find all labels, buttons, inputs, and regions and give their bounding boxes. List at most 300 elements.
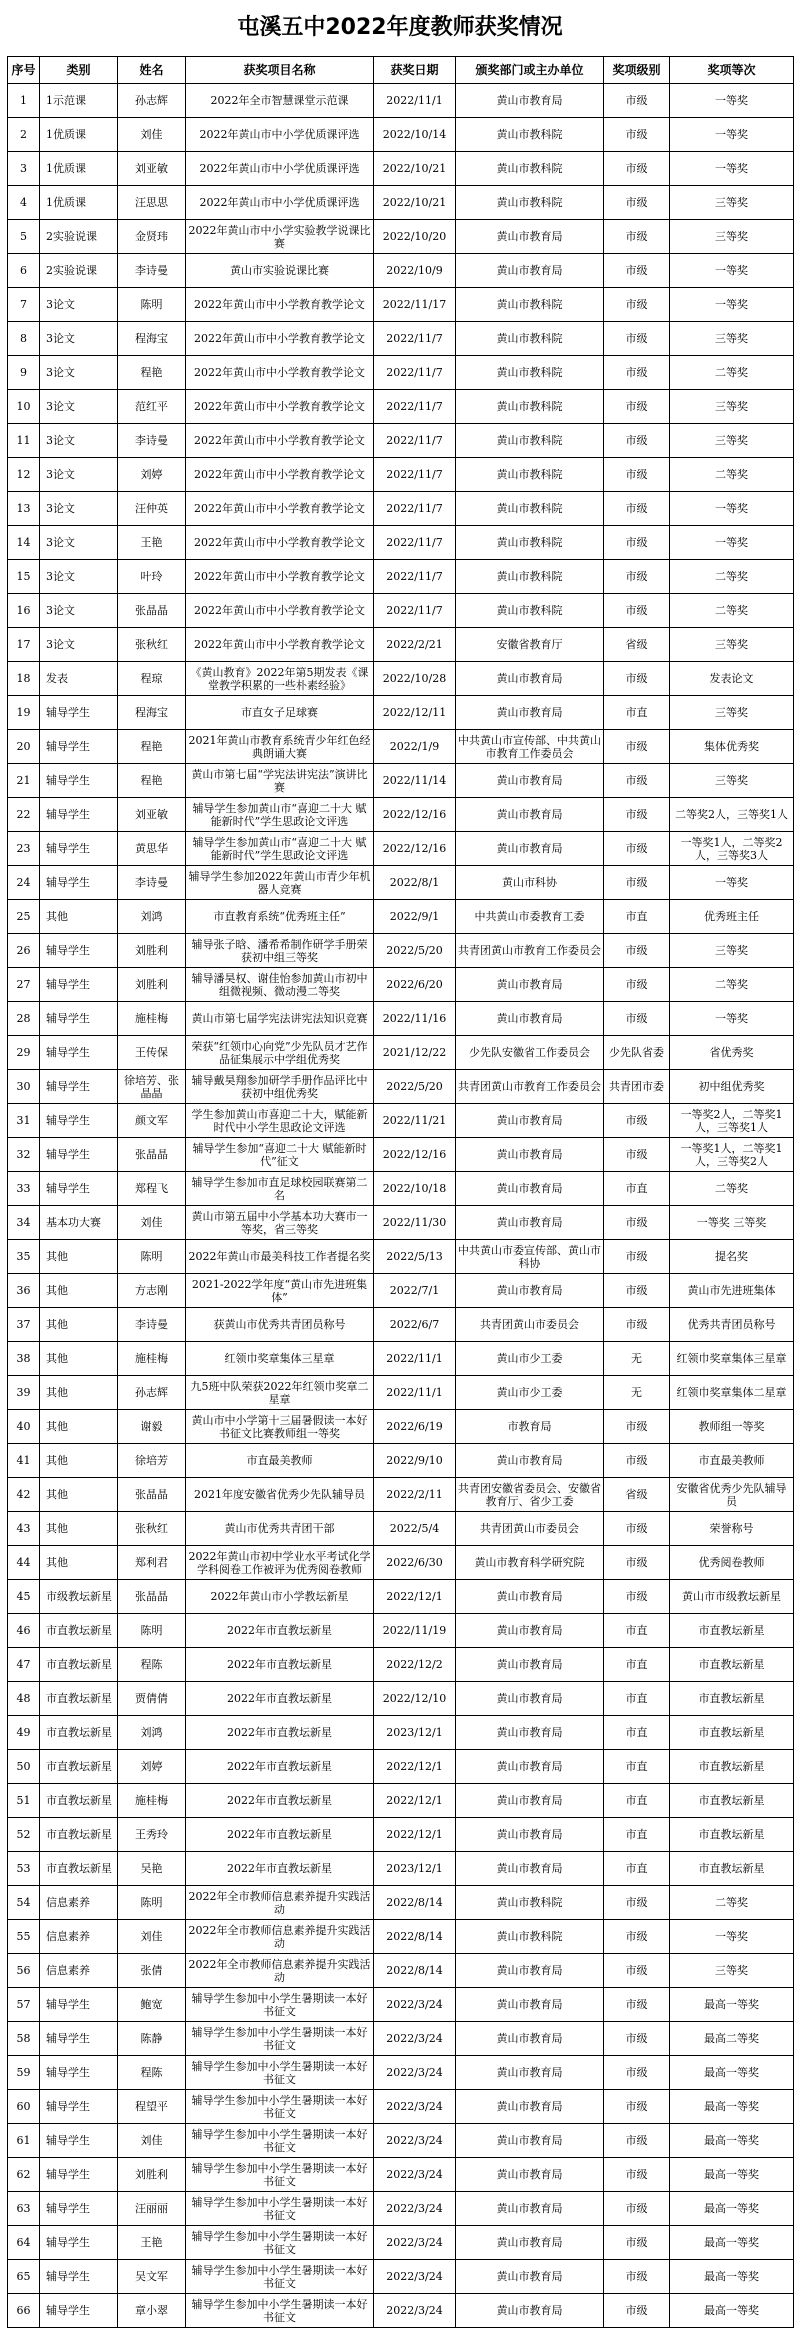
cell-name: 程艳 xyxy=(118,356,186,390)
cell-grade: 三等奖 xyxy=(670,322,794,356)
header-category: 类别 xyxy=(40,57,118,84)
cell-name: 郑利君 xyxy=(118,1546,186,1580)
cell-grade: 二等奖 xyxy=(670,458,794,492)
cell-level: 市级 xyxy=(604,2192,670,2226)
cell-grade: 省优秀奖 xyxy=(670,1036,794,1070)
table-row xyxy=(8,1002,794,1036)
cell-organizer: 黄山市教育局 xyxy=(456,832,604,866)
cell-index: 37 xyxy=(8,1308,40,1342)
cell-date: 2022/10/21 xyxy=(374,186,456,220)
cell-level: 市级 xyxy=(604,662,670,696)
cell-grade: 发表论文 xyxy=(670,662,794,696)
table-row xyxy=(8,2192,794,2226)
cell-organizer: 黄山市教育局 xyxy=(456,2192,604,2226)
cell-organizer: 黄山市教育局 xyxy=(456,764,604,798)
cell-organizer: 黄山市教科院 xyxy=(456,1886,604,1920)
cell-organizer: 黄山市教育局 xyxy=(456,1784,604,1818)
cell-level: 市级 xyxy=(604,2090,670,2124)
cell-organizer: 黄山市教育局 xyxy=(456,1716,604,1750)
table-row xyxy=(8,1988,794,2022)
cell-award-title: 2022年黄山市中小学教育教学论文 xyxy=(186,594,374,628)
cell-category: 辅导学生 xyxy=(40,730,118,764)
cell-name: 张晶晶 xyxy=(118,1138,186,1172)
cell-grade: 二等奖 xyxy=(670,594,794,628)
cell-level: 市级 xyxy=(604,764,670,798)
table-row xyxy=(8,526,794,560)
cell-name: 贾倩倩 xyxy=(118,1682,186,1716)
cell-level: 省级 xyxy=(604,1478,670,1512)
cell-date: 2022/2/21 xyxy=(374,628,456,662)
cell-name: 张秋红 xyxy=(118,628,186,662)
cell-level: 市级 xyxy=(604,1138,670,1172)
cell-name: 汪思思 xyxy=(118,186,186,220)
cell-name: 王艳 xyxy=(118,526,186,560)
cell-level: 市级 xyxy=(604,1988,670,2022)
cell-grade: 三等奖 xyxy=(670,1954,794,1988)
cell-award-title: 辅导学生参加中小学生暑期读一本好书征文 xyxy=(186,2090,374,2124)
table-row xyxy=(8,662,794,696)
cell-award-title: 辅导学生参加中小学生暑期读一本好书征文 xyxy=(186,1988,374,2022)
cell-date: 2022/11/7 xyxy=(374,458,456,492)
header-index: 序号 xyxy=(8,57,40,84)
cell-organizer: 中共黄山市委教育工委 xyxy=(456,900,604,934)
table-row xyxy=(8,1580,794,1614)
table-row xyxy=(8,594,794,628)
cell-name: 张倩 xyxy=(118,1954,186,1988)
cell-date: 2022/11/7 xyxy=(374,390,456,424)
cell-grade: 一等奖 xyxy=(670,1002,794,1036)
cell-index: 30 xyxy=(8,1070,40,1104)
cell-name: 刘亚敏 xyxy=(118,798,186,832)
cell-level: 市直 xyxy=(604,1648,670,1682)
cell-level: 市级 xyxy=(604,2260,670,2294)
cell-date: 2022/3/24 xyxy=(374,2260,456,2294)
cell-award-title: 2022年黄山市中小学优质课评选 xyxy=(186,152,374,186)
cell-index: 10 xyxy=(8,390,40,424)
cell-date: 2022/11/1 xyxy=(374,84,456,118)
cell-date: 2022/2/11 xyxy=(374,1478,456,1512)
cell-organizer: 黄山市教育科学研究院 xyxy=(456,1546,604,1580)
cell-award-title: 2022年黄山市最美科技工作者提名奖 xyxy=(186,1240,374,1274)
cell-grade: 一等奖 xyxy=(670,1920,794,1954)
cell-level: 市直 xyxy=(604,900,670,934)
cell-award-title: 荣获“红领巾心向党”少先队员才艺作品征集展示中学组优秀奖 xyxy=(186,1036,374,1070)
cell-level: 市直 xyxy=(604,696,670,730)
table-row xyxy=(8,1682,794,1716)
cell-grade: 优秀阅卷教师 xyxy=(670,1546,794,1580)
cell-name: 刘佳 xyxy=(118,118,186,152)
cell-name: 刘胜利 xyxy=(118,934,186,968)
cell-index: 46 xyxy=(8,1614,40,1648)
cell-category: 其他 xyxy=(40,1410,118,1444)
cell-category: 3论文 xyxy=(40,628,118,662)
cell-name: 陈明 xyxy=(118,288,186,322)
cell-category: 3论文 xyxy=(40,526,118,560)
cell-name: 孙志辉 xyxy=(118,1376,186,1410)
cell-level: 市级 xyxy=(604,288,670,322)
cell-index: 8 xyxy=(8,322,40,356)
cell-organizer: 共青团黄山市委员会 xyxy=(456,1308,604,1342)
cell-category: 辅导学生 xyxy=(40,696,118,730)
cell-level: 市级 xyxy=(604,968,670,1002)
cell-award-title: 2022年市直教坛新星 xyxy=(186,1818,374,1852)
cell-date: 2022/10/20 xyxy=(374,220,456,254)
cell-level: 市级 xyxy=(604,1308,670,1342)
cell-name: 李诗曼 xyxy=(118,1308,186,1342)
table-row xyxy=(8,1818,794,1852)
cell-level: 市级 xyxy=(604,254,670,288)
cell-index: 39 xyxy=(8,1376,40,1410)
cell-award-title: 2022年市直教坛新星 xyxy=(186,1784,374,1818)
table-row xyxy=(8,1920,794,1954)
cell-category: 市直教坛新星 xyxy=(40,1648,118,1682)
cell-grade: 一等奖 xyxy=(670,492,794,526)
cell-award-title: 辅导学生参加“喜迎二十大 赋能新时代”征文 xyxy=(186,1138,374,1172)
table-row xyxy=(8,2124,794,2158)
cell-index: 7 xyxy=(8,288,40,322)
cell-award-title: 黄山市第七届“学宪法讲宪法”演讲比赛 xyxy=(186,764,374,798)
cell-level: 市级 xyxy=(604,1002,670,1036)
cell-grade: 三等奖 xyxy=(670,934,794,968)
cell-name: 王秀玲 xyxy=(118,1818,186,1852)
cell-name: 施桂梅 xyxy=(118,1784,186,1818)
cell-level: 市级 xyxy=(604,2022,670,2056)
header-level: 奖项级别 xyxy=(604,57,670,84)
cell-index: 43 xyxy=(8,1512,40,1546)
table-row xyxy=(8,1546,794,1580)
cell-date: 2022/12/11 xyxy=(374,696,456,730)
cell-index: 51 xyxy=(8,1784,40,1818)
cell-index: 2 xyxy=(8,118,40,152)
cell-grade: 市直教坛新星 xyxy=(670,1818,794,1852)
cell-award-title: 2022年黄山市中小学教育教学论文 xyxy=(186,322,374,356)
cell-index: 50 xyxy=(8,1750,40,1784)
cell-date: 2022/11/7 xyxy=(374,356,456,390)
cell-index: 65 xyxy=(8,2260,40,2294)
cell-grade: 市直教坛新星 xyxy=(670,1716,794,1750)
cell-date: 2022/12/16 xyxy=(374,832,456,866)
cell-grade: 优秀班主任 xyxy=(670,900,794,934)
cell-category: 市直教坛新星 xyxy=(40,1614,118,1648)
table-row xyxy=(8,1172,794,1206)
table-row xyxy=(8,220,794,254)
cell-grade: 一等奖1人，二等奖2人，三等奖3人 xyxy=(670,832,794,866)
table-row xyxy=(8,2158,794,2192)
table-row xyxy=(8,1886,794,1920)
cell-name: 鲍宽 xyxy=(118,1988,186,2022)
cell-organizer: 黄山市教育局 xyxy=(456,2090,604,2124)
table-row xyxy=(8,1852,794,1886)
cell-award-title: 市直最美教师 xyxy=(186,1444,374,1478)
cell-grade: 一等奖 xyxy=(670,254,794,288)
cell-index: 34 xyxy=(8,1206,40,1240)
awards-table xyxy=(7,56,794,2328)
cell-award-title: 2021-2022学年度“黄山市先进班集体” xyxy=(186,1274,374,1308)
table-row xyxy=(8,1376,794,1410)
cell-category: 1优质课 xyxy=(40,152,118,186)
cell-index: 27 xyxy=(8,968,40,1002)
cell-grade: 最高一等奖 xyxy=(670,2090,794,2124)
cell-level: 市级 xyxy=(604,1206,670,1240)
cell-organizer: 黄山市教育局 xyxy=(456,1206,604,1240)
cell-date: 2022/11/17 xyxy=(374,288,456,322)
cell-date: 2022/3/24 xyxy=(374,2124,456,2158)
cell-date: 2022/12/1 xyxy=(374,1580,456,1614)
cell-name: 徐培芳 xyxy=(118,1444,186,1478)
cell-date: 2022/6/7 xyxy=(374,1308,456,1342)
cell-grade: 提名奖 xyxy=(670,1240,794,1274)
cell-award-title: 2022年全市教师信息素养提升实践活动 xyxy=(186,1886,374,1920)
cell-award-title: 2022年市直教坛新星 xyxy=(186,1852,374,1886)
cell-award-title: 红领巾奖章集体三星章 xyxy=(186,1342,374,1376)
cell-name: 张秋红 xyxy=(118,1512,186,1546)
cell-award-title: 黄山市中小学第十三届暑假读一本好书征文比赛教师组一等奖 xyxy=(186,1410,374,1444)
cell-index: 57 xyxy=(8,1988,40,2022)
cell-index: 63 xyxy=(8,2192,40,2226)
cell-date: 2022/3/24 xyxy=(374,1988,456,2022)
cell-organizer: 中共黄山市宣传部、中共黄山市教育工作委员会 xyxy=(456,730,604,764)
cell-date: 2023/12/1 xyxy=(374,1852,456,1886)
table-row xyxy=(8,186,794,220)
cell-category: 3论文 xyxy=(40,356,118,390)
cell-organizer: 黄山市教育局 xyxy=(456,1580,604,1614)
cell-name: 李诗曼 xyxy=(118,254,186,288)
cell-index: 33 xyxy=(8,1172,40,1206)
cell-index: 58 xyxy=(8,2022,40,2056)
cell-level: 市级 xyxy=(604,1580,670,1614)
table-row xyxy=(8,390,794,424)
cell-grade: 初中组优秀奖 xyxy=(670,1070,794,1104)
cell-level: 市直 xyxy=(604,1172,670,1206)
cell-category: 2实验说课 xyxy=(40,220,118,254)
cell-award-title: 辅导学生参加黄山市“喜迎二十大 赋能新时代”学生思政论文评选 xyxy=(186,832,374,866)
cell-date: 2022/3/24 xyxy=(374,2294,456,2328)
cell-name: 汪丽丽 xyxy=(118,2192,186,2226)
cell-level: 市级 xyxy=(604,1104,670,1138)
cell-category: 其他 xyxy=(40,1342,118,1376)
cell-grade: 三等奖 xyxy=(670,424,794,458)
cell-index: 13 xyxy=(8,492,40,526)
cell-name: 施桂梅 xyxy=(118,1342,186,1376)
cell-grade: 市直教坛新星 xyxy=(670,1784,794,1818)
cell-date: 2022/11/16 xyxy=(374,1002,456,1036)
cell-category: 市直教坛新星 xyxy=(40,1784,118,1818)
cell-index: 56 xyxy=(8,1954,40,1988)
cell-index: 52 xyxy=(8,1818,40,1852)
table-row xyxy=(8,118,794,152)
page-title: 屯溪五中2022年度教师获奖情况 xyxy=(237,15,563,40)
cell-organizer: 黄山市教科院 xyxy=(456,526,604,560)
cell-award-title: 黄山市实验说课比赛 xyxy=(186,254,374,288)
cell-grade: 最高二等奖 xyxy=(670,2022,794,2056)
cell-level: 市级 xyxy=(604,730,670,764)
cell-grade: 三等奖 xyxy=(670,220,794,254)
cell-organizer: 黄山市教科院 xyxy=(456,390,604,424)
cell-award-title: 2022年黄山市中小学优质课评选 xyxy=(186,118,374,152)
cell-award-title: 2022年黄山市中小学教育教学论文 xyxy=(186,288,374,322)
table-header-row xyxy=(8,57,794,84)
cell-category: 辅导学生 xyxy=(40,866,118,900)
cell-award-title: 2022年黄山市初中学业水平考试化学学科阅卷工作被评为优秀阅卷教师 xyxy=(186,1546,374,1580)
cell-grade: 安徽省优秀少先队辅导员 xyxy=(670,1478,794,1512)
cell-index: 5 xyxy=(8,220,40,254)
cell-name: 程海宝 xyxy=(118,322,186,356)
cell-level: 市级 xyxy=(604,1920,670,1954)
cell-category: 辅导学生 xyxy=(40,2226,118,2260)
cell-index: 25 xyxy=(8,900,40,934)
cell-organizer: 共青团安徽省委员会、安徽省教育厅、省少工委 xyxy=(456,1478,604,1512)
cell-grade: 教师组一等奖 xyxy=(670,1410,794,1444)
cell-organizer: 黄山市少工委 xyxy=(456,1342,604,1376)
cell-grade: 最高一等奖 xyxy=(670,2124,794,2158)
cell-organizer: 黄山市教科院 xyxy=(456,356,604,390)
cell-date: 2022/5/20 xyxy=(374,934,456,968)
table-row xyxy=(8,934,794,968)
cell-index: 29 xyxy=(8,1036,40,1070)
cell-award-title: 2022年黄山市中小学教育教学论文 xyxy=(186,458,374,492)
cell-award-title: 2022年黄山市中小学教育教学论文 xyxy=(186,526,374,560)
cell-organizer: 市教育局 xyxy=(456,1410,604,1444)
cell-name: 程琼 xyxy=(118,662,186,696)
cell-award-title: 2022年市直教坛新星 xyxy=(186,1682,374,1716)
table-row xyxy=(8,2022,794,2056)
cell-organizer: 中共黄山市委宣传部、黄山市科协 xyxy=(456,1240,604,1274)
cell-date: 2022/12/16 xyxy=(374,1138,456,1172)
cell-index: 3 xyxy=(8,152,40,186)
cell-organizer: 黄山市教育局 xyxy=(456,1682,604,1716)
cell-category: 信息素养 xyxy=(40,1886,118,1920)
cell-level: 市级 xyxy=(604,424,670,458)
cell-level: 市级 xyxy=(604,1274,670,1308)
cell-award-title: 2022年黄山市中小学教育教学论文 xyxy=(186,492,374,526)
cell-level: 市级 xyxy=(604,356,670,390)
cell-level: 市直 xyxy=(604,1716,670,1750)
cell-category: 辅导学生 xyxy=(40,968,118,1002)
cell-organizer: 黄山市教育局 xyxy=(456,1002,604,1036)
cell-organizer: 黄山市教育局 xyxy=(456,84,604,118)
cell-name: 李诗曼 xyxy=(118,866,186,900)
cell-grade: 三等奖 xyxy=(670,696,794,730)
cell-name: 张晶晶 xyxy=(118,1478,186,1512)
table-row xyxy=(8,1444,794,1478)
cell-index: 55 xyxy=(8,1920,40,1954)
cell-index: 44 xyxy=(8,1546,40,1580)
cell-date: 2022/11/21 xyxy=(374,1104,456,1138)
cell-date: 2022/10/28 xyxy=(374,662,456,696)
table-row xyxy=(8,84,794,118)
cell-name: 程海宝 xyxy=(118,696,186,730)
cell-name: 程陈 xyxy=(118,1648,186,1682)
cell-index: 41 xyxy=(8,1444,40,1478)
cell-date: 2022/3/24 xyxy=(374,2022,456,2056)
cell-category: 3论文 xyxy=(40,424,118,458)
header-organizer: 颁奖部门或主办单位 xyxy=(456,57,604,84)
cell-date: 2022/5/4 xyxy=(374,1512,456,1546)
cell-level: 市级 xyxy=(604,492,670,526)
cell-level: 市级 xyxy=(604,84,670,118)
cell-level: 市级 xyxy=(604,526,670,560)
cell-organizer: 黄山市教育局 xyxy=(456,2294,604,2328)
cell-index: 11 xyxy=(8,424,40,458)
cell-category: 3论文 xyxy=(40,390,118,424)
cell-date: 2022/12/1 xyxy=(374,1818,456,1852)
cell-date: 2022/6/19 xyxy=(374,1410,456,1444)
cell-organizer: 黄山市教育局 xyxy=(456,2226,604,2260)
table-row xyxy=(8,254,794,288)
cell-index: 45 xyxy=(8,1580,40,1614)
cell-award-title: 黄山市第七届学宪法讲宪法知识竞赛 xyxy=(186,1002,374,1036)
table-row xyxy=(8,1240,794,1274)
table-row xyxy=(8,492,794,526)
table-body xyxy=(8,84,794,2328)
cell-date: 2022/3/24 xyxy=(374,2158,456,2192)
cell-level: 市级 xyxy=(604,186,670,220)
cell-date: 2022/12/10 xyxy=(374,1682,456,1716)
cell-index: 1 xyxy=(8,84,40,118)
table-row xyxy=(8,1784,794,1818)
cell-organizer: 黄山市教科院 xyxy=(456,560,604,594)
cell-level: 少先队省委 xyxy=(604,1036,670,1070)
cell-category: 其他 xyxy=(40,900,118,934)
cell-date: 2022/11/1 xyxy=(374,1342,456,1376)
cell-grade: 市直教坛新星 xyxy=(670,1614,794,1648)
table-row xyxy=(8,2260,794,2294)
cell-award-title: 2022年黄山市中小学优质课评选 xyxy=(186,186,374,220)
cell-category: 发表 xyxy=(40,662,118,696)
cell-date: 2022/6/20 xyxy=(374,968,456,1002)
cell-name: 施桂梅 xyxy=(118,1002,186,1036)
table-row xyxy=(8,424,794,458)
cell-name: 张晶晶 xyxy=(118,1580,186,1614)
table-row xyxy=(8,832,794,866)
cell-date: 2022/11/14 xyxy=(374,764,456,798)
cell-award-title: 2022年黄山市中小学教育教学论文 xyxy=(186,424,374,458)
cell-index: 16 xyxy=(8,594,40,628)
cell-index: 53 xyxy=(8,1852,40,1886)
cell-category: 辅导学生 xyxy=(40,1988,118,2022)
cell-level: 市级 xyxy=(604,560,670,594)
table-row xyxy=(8,1070,794,1104)
cell-category: 2实验说课 xyxy=(40,254,118,288)
table-row xyxy=(8,2056,794,2090)
cell-category: 其他 xyxy=(40,1240,118,1274)
cell-award-title: 辅导学生参加中小学生暑期读一本好书征文 xyxy=(186,2192,374,2226)
cell-index: 60 xyxy=(8,2090,40,2124)
table-row xyxy=(8,1478,794,1512)
cell-category: 其他 xyxy=(40,1546,118,1580)
cell-grade: 一等奖 xyxy=(670,152,794,186)
cell-category: 其他 xyxy=(40,1308,118,1342)
cell-grade: 市直教坛新星 xyxy=(670,1852,794,1886)
cell-date: 2022/11/7 xyxy=(374,560,456,594)
table-row xyxy=(8,1104,794,1138)
cell-date: 2022/12/2 xyxy=(374,1648,456,1682)
table-row xyxy=(8,696,794,730)
table-row xyxy=(8,1274,794,1308)
table-row xyxy=(8,866,794,900)
cell-level: 市直 xyxy=(604,1784,670,1818)
cell-index: 54 xyxy=(8,1886,40,1920)
cell-name: 陈静 xyxy=(118,2022,186,2056)
cell-grade: 市直教坛新星 xyxy=(670,1750,794,1784)
cell-grade: 集体优秀奖 xyxy=(670,730,794,764)
cell-award-title: 辅导张子晗、潘希希制作研学手册荣获初中组三等奖 xyxy=(186,934,374,968)
cell-name: 程陈 xyxy=(118,2056,186,2090)
cell-grade: 红领巾奖章集体三星章 xyxy=(670,1342,794,1376)
cell-category: 辅导学生 xyxy=(40,2192,118,2226)
cell-level: 省级 xyxy=(604,628,670,662)
cell-name: 颜文军 xyxy=(118,1104,186,1138)
